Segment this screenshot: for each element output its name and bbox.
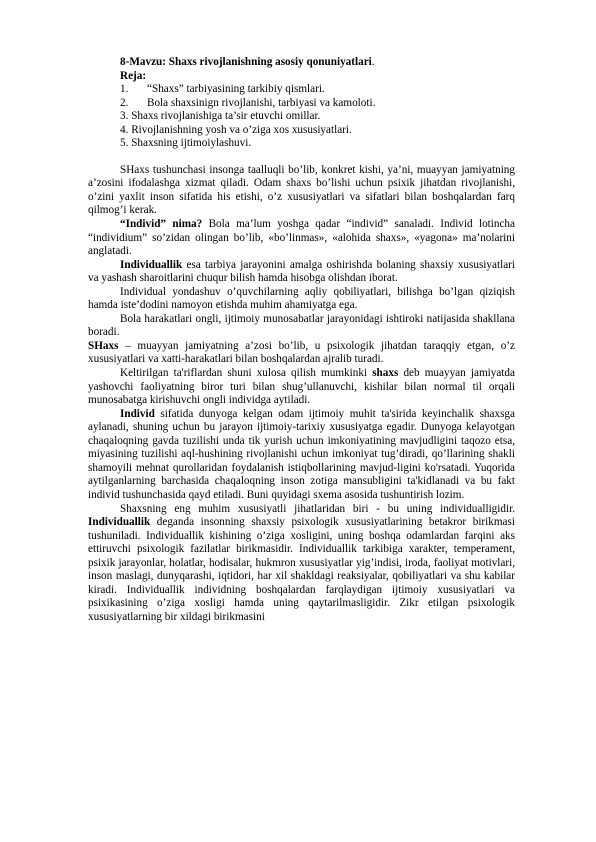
paragraph-individuallik xyxy=(88,259,515,286)
paragraph-individuality xyxy=(88,503,515,625)
paragraph-text: deb muayyan jamiyatda yashovchi faoliyatning biror turi bilan shug’ullanuvchi, kishilar bilan normal til orqali munosabatga kirishuvchi ongli individga aytiladi. xyxy=(88,367,515,407)
plan-item xyxy=(120,137,515,151)
bold-term: “Individ” nima? xyxy=(120,218,203,231)
plan-heading: Reja: xyxy=(120,69,147,82)
paragraph-text: Bola ma’lum yoshga qadar “individ” sanaladi. Individ lotincha “individium” so’zidan olingan bo’lib, «bo’linmas», «alohida shaxs», «yagona» ma’nolarini anglatadi. xyxy=(88,218,515,258)
bold-term: Individuallik xyxy=(120,258,183,271)
plan-item-text: 4. Rivojlanishning yosh va o’ziga xos xususiyatlari. xyxy=(120,123,352,136)
section-spacer xyxy=(88,151,515,164)
plan-list xyxy=(88,83,515,151)
lesson-title: 8-Mavzu: Shaxs rivojlanishning asosiy qonuniyatlari xyxy=(120,56,372,68)
bold-term: Individ xyxy=(120,407,155,420)
plan-item-text: Bola shaxsinign rivojlanishi, tarbiyasi va kamoloti. xyxy=(147,96,376,109)
paragraph-text: sifatida dunyoga kelgan odam ijtimoiy muhit ta'sirida keyinchalik shaxsga aylanadi, shuning uchun bu jarayon ijtimoiy-tarixiy xususiyatga egadir. Dunyoga kelayotgan chaqaloqning gavda tuzilishi unda tik yurish uchun imkoniyatining mavjudligini taqozo etsa, miyasining tuzilishi aql-hushining rivojlanishi uchun imkoniyat tug’diradi, qo’llarining shakli shamoyili mehnat qurollaridan foydalanish istiqbollarining mavjud-ligini ko'rsatadi. Yuqorida aytilganlarning barchasida chaqaloqning inson zotiga mansubligini ta'kidlanadi va bu fakt individ tushunchasida qayd etiladi. Buni quyidagi sxema asosida tushuntirish lozim. xyxy=(88,407,515,501)
plan-item-number: 1. xyxy=(120,83,129,96)
paragraph-text: Keltirilgan ta'riflardan shuni xulosa qilish mumkinki xyxy=(120,367,373,380)
bold-term: Individuallik xyxy=(88,516,151,529)
paragraph-shaxs-definition: SHaxs tushunchasi insonga taalluqli bo’lib, konkret kishi, ya’ni, muayyan jamiyatning a’zosini ifodalashga xizmat qiladi. Odam shaxs bo’lishi uchun psixik jihatdan rivojlanishi, o’zini yaxlit inson sifatida his etishi, o’z xususiyatlari va sifatlari bilan boshqalardan farq qilmog’i kerak. xyxy=(88,163,515,217)
paragraph-text: – muayyan jamiyatning a’zosi bo’lib, u psixologik jihatdan taraqqiy etgan, o’z xususiyatlari va xatti-harakatlari bilan boshqalardan ajralib turadi. xyxy=(88,339,515,366)
lesson-heading xyxy=(88,56,515,83)
paragraph-shaxs xyxy=(88,340,515,367)
plan-item xyxy=(120,124,515,138)
paragraph-conclusion xyxy=(88,367,515,408)
paragraph-text: deganda insonning shaxsiy psixologik xususiyatlarining betakror birikmasi tushuniladi. Individuallik kishining o’ziga xosligini, uning boshqa odamlardan farqini aks ettiruvchi psixologik fazilatlar birikmasidir. Individuallik tarkibiga xarakter, temperament, psixik jarayonlar, holatlar, hodisalar, hukmron xususiyatlar yig’indisi, iroda, faoliyat motivlari, inson maslagi, dunyqarashi, iqtidori, har xil shakldagi reaksiyalar, qobiliyatlari va shu kabilar kiradi. Individuallik individning boshqalardan farqlaydigan ijtimoiy xususiyatlari va psixikasining o’ziga xosligi hamda uning qaytarilmasligidir. Zikr etilgan psixologik xususiyatlarning bir xildagi birikmasini xyxy=(88,516,515,623)
plan-item-text: 5. Shaxsning ijtimoiylashuvi. xyxy=(120,137,252,150)
lesson-title-period: . xyxy=(371,56,375,68)
plan-item-text: 3. Shaxs rivojlanishiga ta’sir etuvchi omillar. xyxy=(120,110,321,123)
bold-term: SHaxs xyxy=(88,339,119,352)
paragraph-child-actions: Bola harakatlari ongli, ijtimoiy munosabatlar jarayonidagi ishtiroki natijasida shakllana boradi. xyxy=(88,312,515,339)
plan-item xyxy=(120,110,515,124)
paragraph-text: Shaxsning eng muhim xususiyatli jihatlaridan biri - bu uning individualligidir. xyxy=(120,502,515,515)
plan-item xyxy=(120,83,515,97)
plan-item-text: “Shaxs” tarbiyasining tarkibiy qismlari. xyxy=(147,83,325,96)
bold-term: shaxs xyxy=(372,367,399,380)
plan-item-number: 2. xyxy=(120,96,129,109)
paragraph-individ-development xyxy=(88,408,515,503)
paragraph-text: esa tarbiya jarayonini amalga oshirishda bolaning shaxsiy xususiyatlari va yashash sharoitlarini chuqur bilish hamda hisobga olishdan iborat. xyxy=(88,258,515,285)
paragraph-individual-approach: Individual yondashuv o’quvchilarning aqliy qobiliyatlari, bilishga bo’lgan qiziqish hamda iste’dodini namoyon etishda muhim ahamiyatga ega. xyxy=(88,285,515,312)
paragraph-individ xyxy=(88,218,515,259)
plan-item xyxy=(120,97,515,111)
lesson-title-line xyxy=(120,56,515,70)
